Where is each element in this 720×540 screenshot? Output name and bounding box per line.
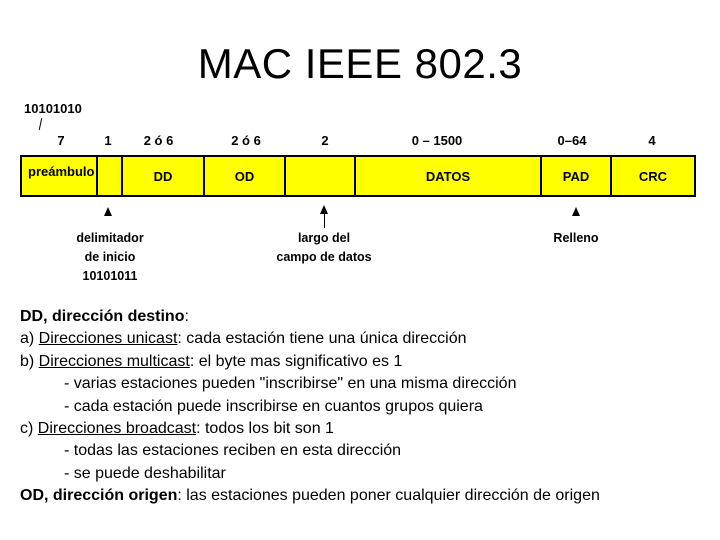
- broadcast-line: [20, 418, 710, 440]
- broadcast-detail-2: - se puede deshabilitar: [64, 464, 226, 482]
- length-arrow-stem: [324, 212, 325, 228]
- multicast-prefix: b): [20, 352, 39, 370]
- field-data: DATOS: [354, 155, 540, 197]
- field-dd: DD: [121, 155, 203, 197]
- preamble-bits: 10101010: [24, 101, 82, 116]
- dd-line: [20, 306, 710, 328]
- od-term: OD, dirección origen: [20, 487, 178, 505]
- field-size-crc: 4: [648, 133, 656, 148]
- broadcast-prefix: c): [20, 420, 38, 438]
- delimiter-arrow-icon: [104, 207, 112, 216]
- unicast-line: [20, 328, 710, 350]
- field-size-dd: 2 ó 6: [143, 133, 174, 148]
- field-preamble: preámbulo: [28, 164, 95, 179]
- field-delimiter: [96, 155, 121, 197]
- length-note: [264, 229, 384, 267]
- delimiter-note-line-2: de inicio: [84, 250, 136, 264]
- od-line: [20, 485, 710, 507]
- explanation-text: [20, 306, 710, 508]
- delimiter-note-line-3: 10101011: [82, 269, 138, 283]
- field-size-preamble: 7: [57, 133, 65, 148]
- broadcast-term: Direcciones broadcast: [37, 420, 197, 438]
- slide-title: MAC IEEE 802.3: [197, 40, 523, 87]
- length-note-line-1: largo del: [297, 231, 351, 245]
- padding-arrow-icon: [572, 207, 580, 216]
- delimiter-note-line-1: delimitador: [76, 231, 144, 245]
- multicast-term: Direcciones multicast: [38, 352, 190, 370]
- unicast-term: Direcciones unicast: [38, 330, 178, 348]
- field-size-data: 0 – 1500: [411, 133, 463, 148]
- field-size-delimiter: 1: [104, 133, 112, 148]
- unicast-prefix: a): [20, 330, 39, 348]
- field-crc: CRC: [610, 155, 694, 197]
- field-size-od: 2 ó 6: [231, 133, 261, 148]
- dd-term: DD, dirección destino: [20, 308, 185, 325]
- multicast-rest: : el byte mas significativo es 1: [189, 352, 403, 370]
- broadcast-detail-1: - todas las estaciones reciben en esta dirección: [64, 442, 402, 460]
- padding-note: Relleno: [553, 231, 599, 245]
- multicast-detail-1: - varias estaciones pueden "inscribirse" en una misma dirección: [64, 375, 517, 393]
- dd-colon: :: [184, 308, 189, 325]
- od-rest: : las estaciones pueden poner cualquier dirección de origen: [177, 487, 600, 505]
- multicast-line: [20, 351, 710, 373]
- length-arrow-icon: [320, 205, 328, 214]
- unicast-rest: : cada estación tiene una única dirección: [177, 330, 467, 348]
- field-od: OD: [203, 155, 284, 197]
- field-size-pad: 0–64: [557, 133, 587, 148]
- length-note-line-2: campo de datos: [276, 250, 372, 264]
- preamble-pointer: [39, 118, 42, 130]
- delimiter-note: [50, 229, 170, 286]
- field-length: [284, 155, 354, 197]
- multicast-detail-2: - cada estación puede inscribirse en cuantos grupos quiera: [64, 397, 483, 415]
- broadcast-rest: : todos los bit son 1: [196, 420, 334, 438]
- field-size-length: 2: [321, 133, 329, 148]
- field-pad: PAD: [540, 155, 610, 197]
